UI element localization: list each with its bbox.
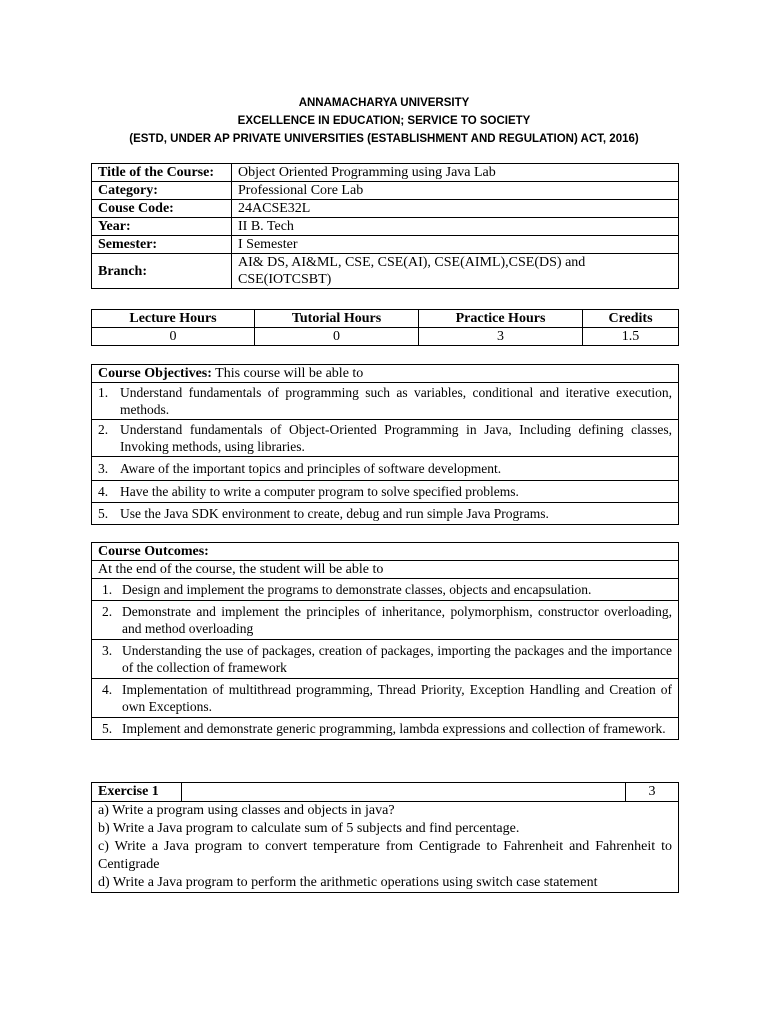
outcomes-header-row — [92, 543, 679, 561]
objective-cell — [92, 503, 679, 525]
hours-value: 0 — [255, 328, 419, 346]
outcome-item — [98, 640, 672, 678]
course-outcomes-table — [91, 542, 679, 740]
outcomes-intro: At the end of the course, the student will be able to — [92, 561, 679, 579]
objective-cell — [92, 420, 679, 457]
info-label: Year: — [92, 218, 232, 236]
hours-header: Tutorial Hours — [255, 310, 419, 328]
info-value: AI& DS, AI&ML, CSE, CSE(AI), CSE(AIML),CSE(DS) and CSE(IOTCSBT) — [232, 254, 679, 289]
exercise-body-row — [92, 802, 679, 893]
info-label: Couse Code: — [92, 200, 232, 218]
objective-number: 4. — [98, 484, 109, 499]
objective-item — [98, 420, 672, 456]
outcome-text: Implementation of multithread programming, Thread Priority, Exception Handling and Creation of own Exceptions. — [122, 682, 672, 714]
exercise-line: a) Write a program using classes and objects in java? — [98, 803, 395, 818]
outcome-item — [98, 579, 672, 600]
course-info-row — [92, 254, 679, 289]
objective-cell — [92, 481, 679, 503]
outcome-item — [98, 718, 672, 739]
outcomes-heading: Course Outcomes: — [92, 543, 679, 561]
outcome-row — [92, 679, 679, 718]
objective-item — [98, 383, 672, 419]
exercise-header-row — [92, 783, 679, 802]
outcome-row — [92, 579, 679, 601]
info-value: 24ACSE32L — [232, 200, 679, 218]
outcome-number: 4. — [102, 682, 113, 697]
hours-value: 1.5 — [583, 328, 679, 346]
hours-header-row — [92, 310, 679, 328]
outcome-text: Design and implement the programs to demonstrate classes, objects and encapsulation. — [122, 582, 592, 597]
outcome-cell — [92, 601, 679, 640]
outcome-text: Implement and demonstrate generic programming, lambda expressions and collection of framework. — [122, 721, 666, 736]
course-info-row — [92, 164, 679, 182]
exercise-line: b) Write a Java program to calculate sum of 5 subjects and find percentage. — [98, 821, 520, 836]
objectives-header-row — [92, 365, 679, 383]
outcome-text: Understanding the use of packages, creation of packages, importing the packages and the importance of the collection of framework — [122, 643, 672, 675]
outcome-cell — [92, 579, 679, 601]
exercise-blank-cell — [182, 783, 626, 802]
info-label: Title of the Course: — [92, 164, 232, 182]
outcome-number: 1. — [102, 582, 113, 597]
outcome-row — [92, 718, 679, 740]
info-label: Branch: — [92, 254, 232, 289]
outcomes-intro-row — [92, 561, 679, 579]
hours-header: Lecture Hours — [92, 310, 255, 328]
objective-row — [92, 503, 679, 525]
university-motto: EXCELLENCE IN EDUCATION; SERVICE TO SOCIETY — [237, 115, 531, 127]
objective-row — [92, 481, 679, 503]
objective-text: Use the Java SDK environment to create, debug and run simple Java Programs. — [120, 506, 549, 521]
objective-row — [92, 420, 679, 457]
exercise-line: d) Write a Java program to perform the arithmetic operations using switch case statement — [98, 875, 598, 890]
outcome-number: 5. — [102, 721, 113, 736]
info-value: I Semester — [232, 236, 679, 254]
course-info-row — [92, 236, 679, 254]
objective-number: 5. — [98, 506, 109, 521]
exercise-table — [91, 782, 679, 893]
exercise-hours: 3 — [626, 783, 679, 802]
info-value: II B. Tech — [232, 218, 679, 236]
hours-value-row — [92, 328, 679, 346]
objective-text: Have the ability to write a computer program to solve specified problems. — [120, 484, 519, 499]
exercise-line: c) Write a Java program to convert temperature from Centigrade to Fahrenheit and Fahrenheit to Centigrade — [98, 839, 672, 872]
university-header — [0, 94, 768, 148]
course-objectives-table — [91, 364, 679, 525]
university-establishment: (ESTD, UNDER AP PRIVATE UNIVERSITIES (ESTABLISHMENT AND REGULATION) ACT, 2016) — [129, 133, 639, 145]
objective-item — [98, 503, 672, 524]
exercise-title: Exercise 1 — [92, 783, 182, 802]
outcome-item — [98, 601, 672, 639]
course-info-row — [92, 182, 679, 200]
outcome-text: Demonstrate and implement the principles of inheritance, polymorphism, constructor overloading, and method overloading — [122, 604, 672, 636]
course-info-row — [92, 218, 679, 236]
objective-text: Aware of the important topics and principles of software development. — [120, 461, 502, 476]
outcome-row — [92, 640, 679, 679]
objective-cell — [92, 457, 679, 481]
objective-row — [92, 383, 679, 420]
objectives-intro: This course will be able to — [211, 366, 364, 381]
outcome-number: 3. — [102, 643, 113, 658]
outcome-cell — [92, 718, 679, 740]
info-value: Object Oriented Programming using Java Lab — [232, 164, 679, 182]
objective-number: 1. — [98, 385, 109, 400]
course-info-table — [91, 163, 679, 289]
hours-header: Credits — [583, 310, 679, 328]
outcome-number: 2. — [102, 604, 113, 619]
hours-value: 3 — [419, 328, 583, 346]
hours-header: Practice Hours — [419, 310, 583, 328]
university-name: ANNAMACHARYA UNIVERSITY — [298, 97, 470, 109]
hours-value: 0 — [92, 328, 255, 346]
objective-item — [98, 457, 672, 480]
info-value: Professional Core Lab — [232, 182, 679, 200]
objective-row — [92, 457, 679, 481]
info-label: Semester: — [92, 236, 232, 254]
objective-cell — [92, 383, 679, 420]
course-info-row — [92, 200, 679, 218]
outcome-item — [98, 679, 672, 717]
objective-item — [98, 481, 672, 502]
hours-table — [91, 309, 679, 346]
outcome-row — [92, 601, 679, 640]
exercise-body — [92, 802, 679, 893]
objectives-heading: Course Objectives: — [98, 366, 212, 381]
objective-number: 3. — [98, 461, 109, 476]
objective-number: 2. — [98, 422, 109, 437]
outcome-cell — [92, 640, 679, 679]
objective-text: Understand fundamentals of Object-Oriented Programming in Java, Including defining classes, Invoking methods, using libraries. — [120, 422, 672, 454]
outcome-cell — [92, 679, 679, 718]
objectives-heading-cell — [92, 365, 679, 383]
info-label: Category: — [92, 182, 232, 200]
objective-text: Understand fundamentals of programming such as variables, conditional and iterative execution, methods. — [120, 385, 672, 417]
